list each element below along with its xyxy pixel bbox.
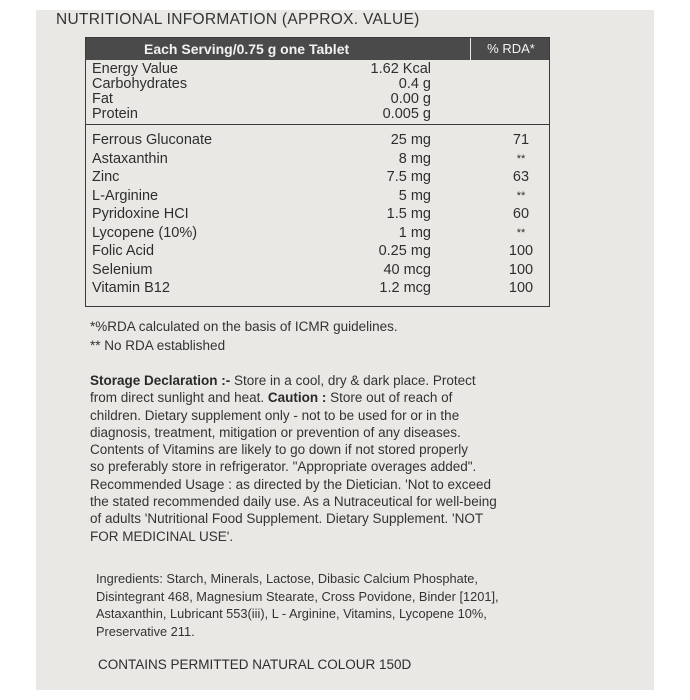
nutrient-amount: 1.62 Kcal [370, 61, 431, 77]
table-row [86, 206, 549, 223]
nutrient-rda: ** [516, 226, 526, 239]
nutrient-amount: 0.005 g [382, 106, 431, 122]
nutrient-rda: ** [516, 189, 526, 202]
header-serving: Each Serving/0.75 g one Tablet [144, 41, 350, 57]
nutrient-name: Energy Value [92, 61, 178, 77]
caution-label: Caution : [267, 390, 327, 406]
storage-line: so preferably store in refrigerator. "Appropriate overages added". [90, 459, 477, 475]
table-header [86, 38, 549, 60]
nutrient-name: Ferrous Gluconate [92, 132, 213, 148]
ingredients-line: Disintegrant 468, Magnesium Stearate, Cross Povidone, Binder [1201], [96, 588, 499, 604]
storage-text: from direct sunlight and heat. [90, 390, 268, 406]
storage-line [90, 372, 610, 389]
table-row [86, 169, 549, 186]
storage-line: Contents of Vitamins are likely to go down if not stored properly [90, 442, 468, 458]
storage-line: children. Dietary supplement only - not to be used for or in the [90, 407, 460, 423]
storage-line: Recommended Usage : as directed by the Dietician. 'Not to exceed [90, 476, 492, 492]
ingredients [96, 570, 616, 640]
ingredients-line: Preservative 211. [96, 623, 195, 639]
header-rda: % RDA* [470, 38, 551, 60]
table-row [86, 151, 549, 168]
table-row [86, 188, 549, 205]
storage-text: Store in a cool, dry & dark place. Protect [230, 373, 476, 388]
storage-line: of adults 'Nutritional Food Supplement. Dietary Supplement. 'NOT [90, 511, 484, 527]
table-row [86, 280, 549, 297]
nutrient-name: Fat [92, 91, 113, 107]
colour-statement: CONTAINS PERMITTED NATURAL COLOUR 150D [98, 657, 412, 672]
storage-heading: Storage Declaration :- [90, 373, 231, 388]
table-row [86, 243, 549, 260]
nutrient-name: Vitamin B12 [92, 280, 170, 296]
nutrient-amount: 0.25 mg [378, 243, 431, 259]
nutrient-amount: 8 mg [398, 150, 431, 167]
nutrient-name: L-Arginine [92, 187, 159, 204]
table-row [86, 262, 549, 279]
nutrient-amount: 1 mg [398, 224, 431, 241]
nutrient-amount: 40 mcg [383, 261, 431, 278]
nutrient-amount: 0.00 g [390, 91, 431, 107]
nutrient-rda: 63 [512, 169, 530, 185]
storage-text: Store out of reach of [326, 390, 453, 406]
ingredients-line: Astaxanthin, Lubricant 553(iii), L - Arginine, Vitamins, Lycopene 10%, [96, 606, 487, 621]
nutrition-title: NUTRITIONAL INFORMATION (APPROX. VALUE) [56, 11, 420, 28]
ingredients-line: Ingredients: Starch, Minerals, Lactose, Dibasic Calcium Phosphate, [96, 571, 478, 586]
nutrient-name: Carbohydrates [92, 76, 188, 92]
storage-line: FOR MEDICINAL USE'. [90, 528, 234, 544]
nutrient-rda: 100 [508, 261, 534, 278]
table-row [86, 106, 549, 123]
nutrient-amount: 1.2 mcg [379, 280, 431, 296]
storage-line [90, 389, 610, 406]
nutrient-rda: 60 [512, 206, 530, 222]
nutrient-name: Lycopene (10%) [92, 224, 198, 241]
footnote-no-rda: ** No RDA established [90, 338, 226, 353]
nutrient-rda: 71 [512, 132, 530, 148]
nutrient-amount: 1.5 mg [386, 206, 431, 222]
nutrient-rda: ** [516, 152, 526, 165]
nutrient-name: Protein [92, 106, 138, 122]
nutrient-amount: 25 mg [390, 132, 431, 148]
storage-line: the stated recommended daily use. As a Nutraceutical for well-being [90, 494, 497, 510]
nutrient-name: Selenium [92, 261, 153, 278]
nutrient-rda: 100 [508, 243, 534, 259]
storage-declaration [90, 372, 610, 545]
nutrient-name: Folic Acid [92, 243, 155, 259]
nutrient-amount: 7.5 mg [386, 169, 431, 185]
nutrient-amount: 0.4 g [398, 76, 431, 92]
footnote-rda-basis: *%RDA calculated on the basis of ICMR guidelines. [90, 319, 398, 334]
nutrient-name: Pyridoxine HCI [92, 206, 189, 222]
section-divider [86, 124, 549, 125]
nutrition-table [85, 37, 550, 307]
nutrient-name: Astaxanthin [92, 150, 168, 167]
nutrient-name: Zinc [92, 169, 120, 185]
nutrient-amount: 5 mg [398, 187, 431, 204]
table-row [86, 132, 549, 149]
table-row [86, 225, 549, 242]
storage-line: diagnosis, treatment, mitigation or prevention of any diseases. [90, 424, 461, 440]
nutrient-rda: 100 [508, 280, 534, 296]
